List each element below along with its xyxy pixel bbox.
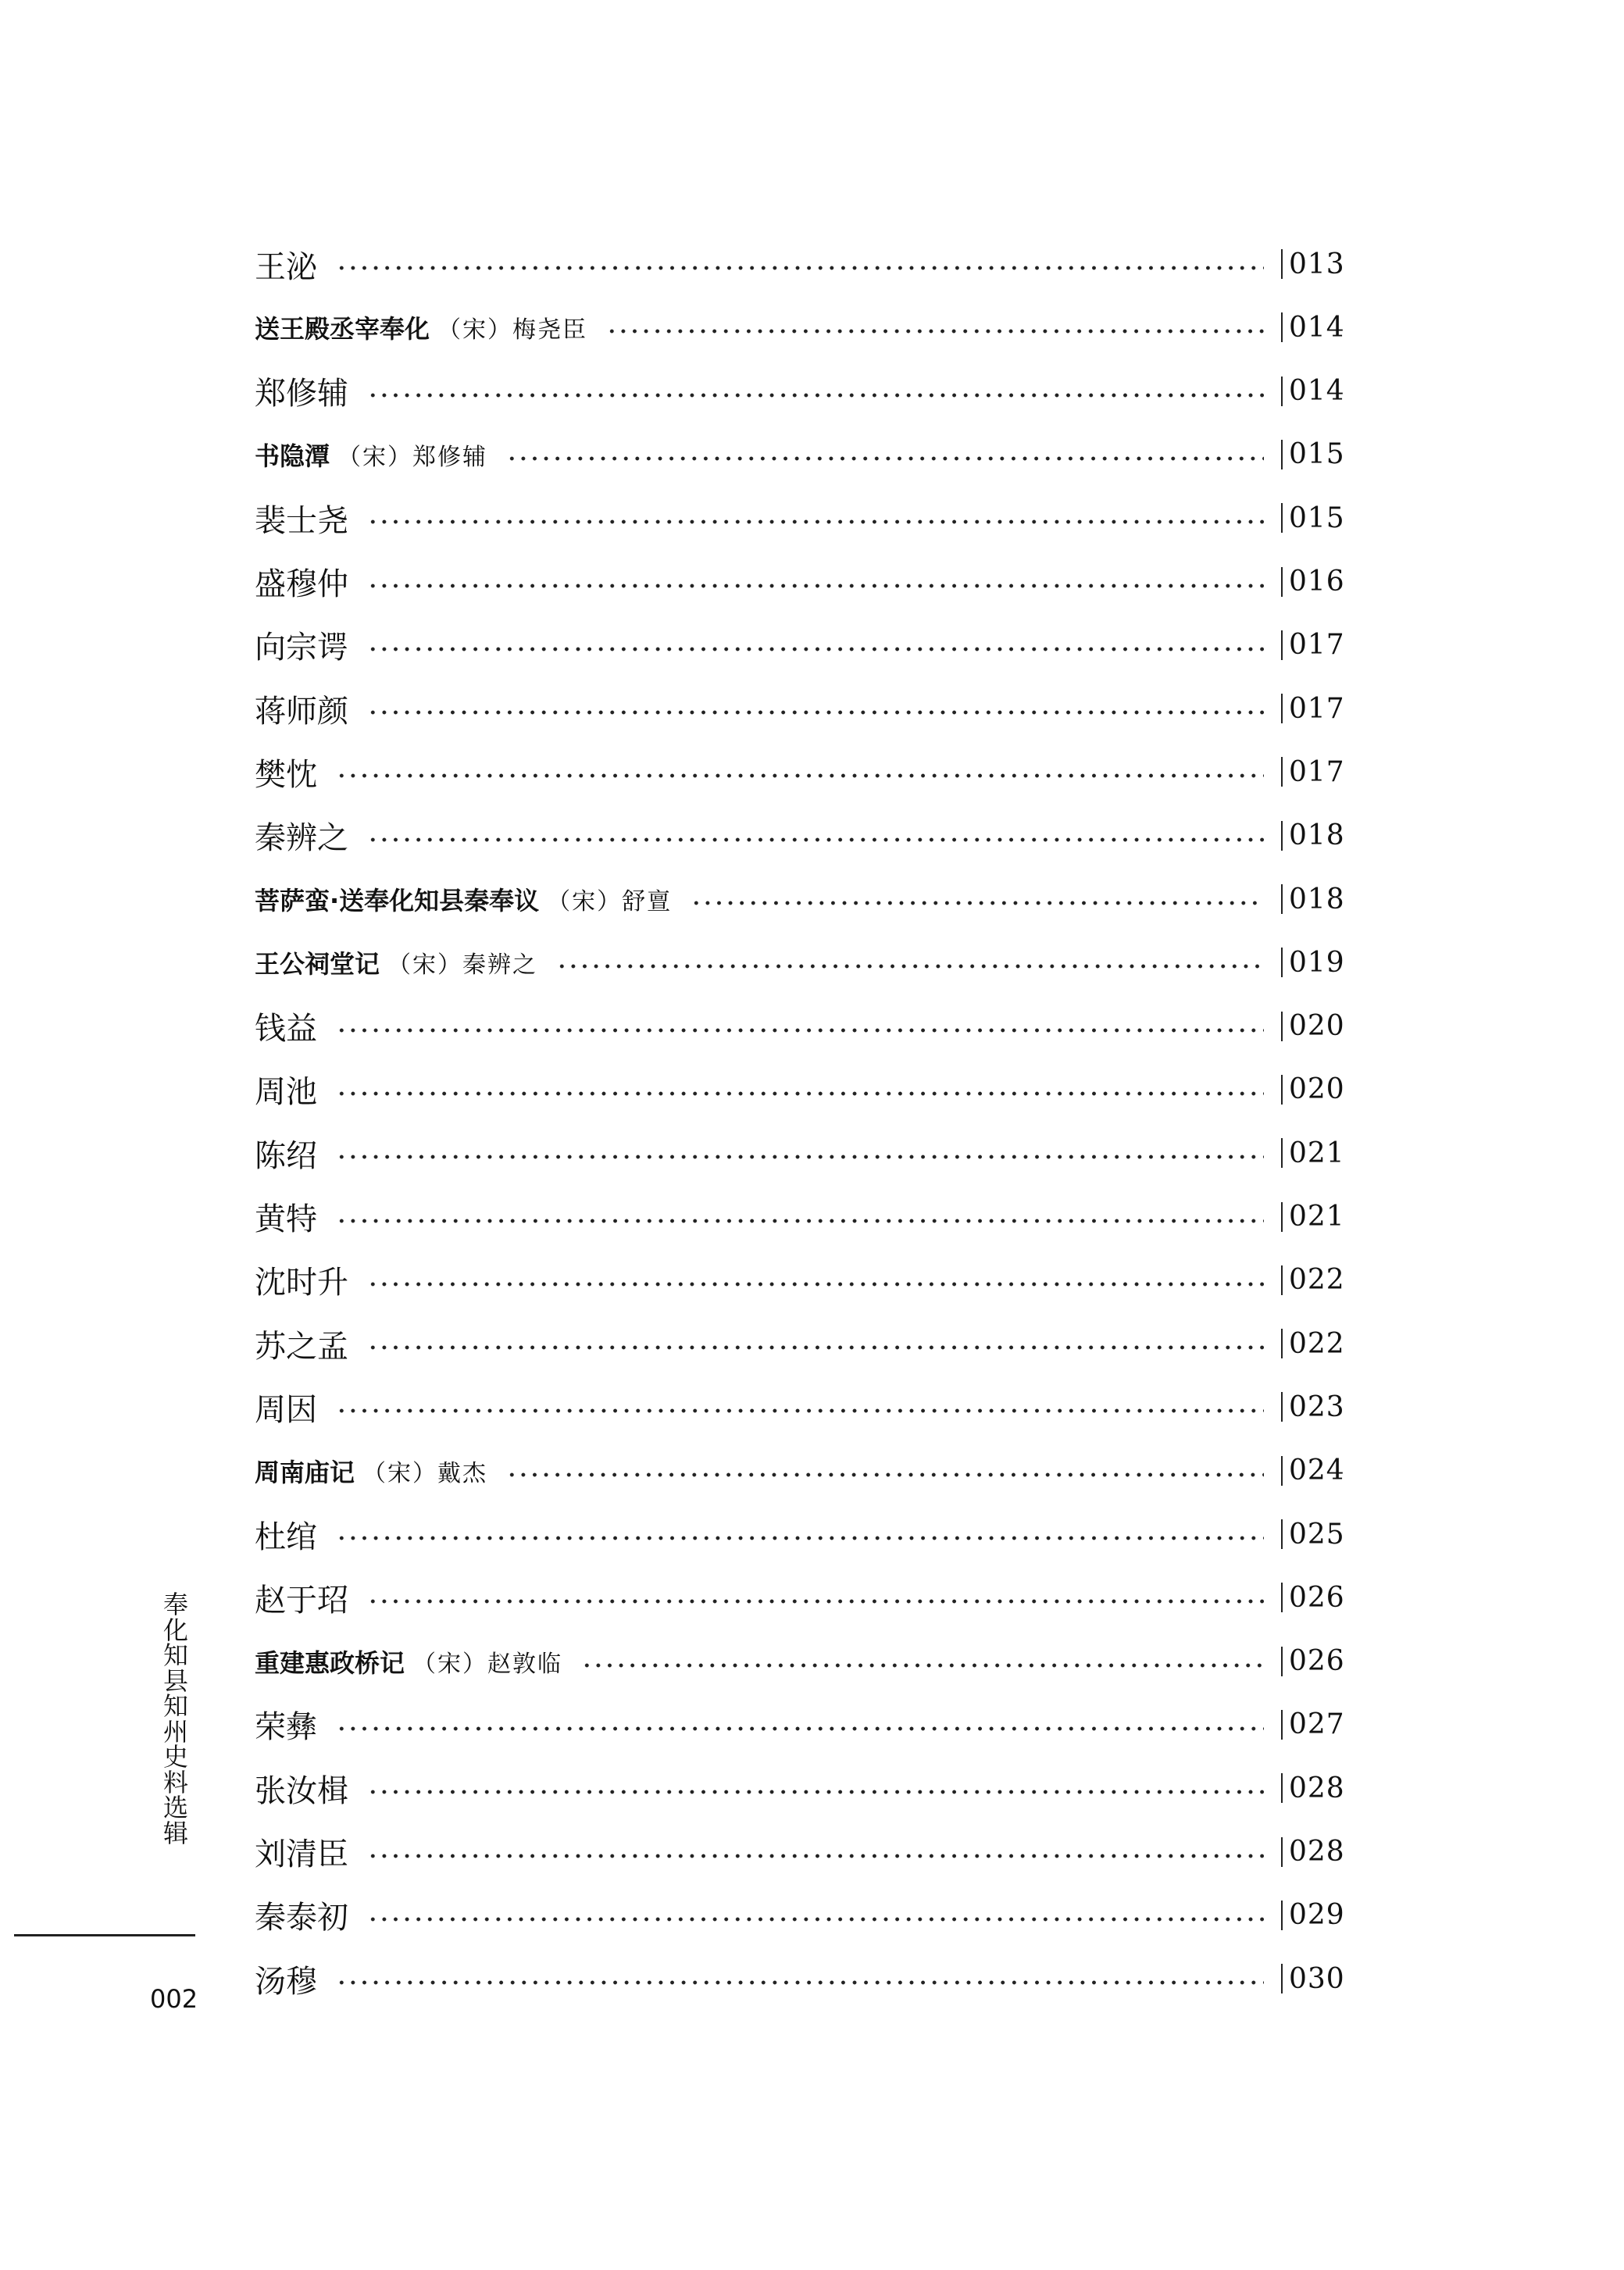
book-title-char: 史 <box>162 1742 188 1772</box>
page-separator-bar <box>1281 249 1283 279</box>
entry-person-name: 樊忱 <box>255 756 317 793</box>
book-title-char: 化 <box>162 1615 188 1645</box>
dot-leader <box>336 1725 1264 1733</box>
toc-entry[interactable] <box>255 1130 1348 1176</box>
page-separator-bar <box>1281 948 1283 977</box>
page-separator-bar <box>1281 377 1283 406</box>
toc-entry[interactable] <box>255 1320 1348 1367</box>
book-title-char: 知 <box>162 1691 188 1721</box>
toc-entry[interactable] <box>255 939 1348 986</box>
entry-page-number: 022 <box>1289 1327 1345 1360</box>
dot-leader <box>367 1915 1264 1923</box>
toc-entry[interactable] <box>255 1955 1348 2002</box>
dot-leader <box>367 582 1264 590</box>
entry-page-number: 018 <box>1289 819 1345 852</box>
page-separator-bar <box>1281 567 1283 597</box>
dot-leader <box>367 1344 1264 1351</box>
entry-page <box>1281 883 1348 915</box>
dot-leader <box>606 327 1264 335</box>
entry-person-name: 周因 <box>255 1391 317 1428</box>
entry-page <box>1281 629 1348 661</box>
entry-person-name: 杜绾 <box>255 1519 317 1555</box>
entry-work-author: （宋）赵敦临 <box>412 1650 563 1678</box>
entry-work <box>255 309 587 345</box>
page-separator-bar <box>1281 1392 1283 1422</box>
entry-person-name: 盛穆仲 <box>255 566 348 602</box>
entry-person-name: 荣彝 <box>255 1709 317 1746</box>
entry-page <box>1281 1836 1348 1868</box>
page-separator-bar <box>1281 1012 1283 1041</box>
entry-page <box>1281 566 1348 598</box>
entry-work-author: （宋）舒亶 <box>547 888 673 915</box>
entry-page <box>1281 1519 1348 1551</box>
toc-entry[interactable] <box>255 1511 1348 1558</box>
page-separator-bar <box>1281 884 1283 914</box>
book-title-char: 辑 <box>162 1818 188 1848</box>
dot-leader <box>336 1407 1264 1415</box>
page-separator-bar <box>1281 694 1283 723</box>
book-title-char: 料 <box>162 1767 188 1797</box>
dot-leader <box>506 1471 1264 1479</box>
entry-page-number: 015 <box>1289 438 1345 471</box>
entry-person-name: 钱益 <box>255 1011 317 1048</box>
page-separator-bar <box>1281 1710 1283 1740</box>
toc-entry[interactable] <box>255 1066 1348 1113</box>
dot-leader <box>336 1979 1264 1986</box>
entry-page <box>1281 756 1348 788</box>
entry-page <box>1281 819 1348 851</box>
toc-entry[interactable] <box>255 304 1348 351</box>
entry-person-name: 蒋师颜 <box>255 693 348 730</box>
running-book-title <box>160 1592 191 1846</box>
dot-leader <box>367 1280 1264 1288</box>
toc-entry[interactable] <box>255 1638 1348 1685</box>
entry-page-number: 017 <box>1289 692 1345 725</box>
dot-leader <box>367 645 1264 653</box>
entry-page-number: 021 <box>1289 1201 1345 1233</box>
entry-page <box>1281 1391 1348 1423</box>
toc-entry[interactable] <box>255 431 1348 478</box>
dot-leader <box>367 708 1264 716</box>
dot-leader <box>336 772 1264 780</box>
dot-leader <box>336 1153 1264 1161</box>
toc-entry[interactable] <box>255 1383 1348 1430</box>
page-separator-bar <box>1281 503 1283 533</box>
entry-page-number: 026 <box>1289 1581 1345 1614</box>
entry-page <box>1281 947 1348 979</box>
entry-page-number: 019 <box>1289 946 1345 979</box>
toc-entry[interactable] <box>255 1765 1348 1811</box>
toc-entry[interactable] <box>255 1574 1348 1621</box>
entry-person-name: 沈时升 <box>255 1265 348 1301</box>
entry-page <box>1281 1201 1348 1233</box>
toc-entry[interactable] <box>255 368 1348 415</box>
entry-person-name: 黄特 <box>255 1201 317 1237</box>
page-separator-bar <box>1281 1964 1283 1993</box>
entry-page <box>1281 1708 1348 1740</box>
page-separator-bar <box>1281 1583 1283 1612</box>
entry-page <box>1281 1010 1348 1042</box>
entry-page-number: 015 <box>1289 501 1345 534</box>
entry-page <box>1281 1454 1348 1487</box>
entry-page <box>1281 1899 1348 1931</box>
entry-work-author: （宋）郑修辅 <box>337 443 488 471</box>
toc-entry[interactable] <box>255 494 1348 541</box>
entry-page-number: 014 <box>1289 311 1345 344</box>
entry-page-number: 029 <box>1289 1899 1345 1932</box>
entry-person-name: 刘清臣 <box>255 1836 348 1872</box>
page-separator-bar <box>1281 312 1283 342</box>
entry-work-title: 书隐潭 <box>255 441 330 471</box>
toc-entry[interactable] <box>255 1701 1348 1748</box>
dot-leader <box>556 962 1264 970</box>
page-separator-bar <box>1281 1519 1283 1549</box>
dot-leader <box>336 1090 1264 1098</box>
toc-entry[interactable] <box>255 559 1348 605</box>
entry-page <box>1281 1963 1348 1995</box>
page-separator-bar <box>1281 1138 1283 1168</box>
page-separator-bar <box>1281 757 1283 787</box>
dot-leader <box>367 1597 1264 1605</box>
entry-page-number: 022 <box>1289 1264 1345 1297</box>
entry-work <box>255 437 487 473</box>
page-separator-bar <box>1281 1773 1283 1803</box>
toc-entry[interactable] <box>255 1892 1348 1939</box>
footer-rule <box>14 1934 195 1936</box>
entry-page <box>1281 248 1348 280</box>
page-separator-bar <box>1281 1329 1283 1358</box>
book-title-char: 奉 <box>162 1590 188 1619</box>
entry-person-name: 赵于玿 <box>255 1582 348 1619</box>
entry-work-author: （宋）梅尧臣 <box>437 316 588 344</box>
entry-person-name: 张汝楫 <box>255 1772 348 1809</box>
entry-page-number: 020 <box>1289 1010 1345 1043</box>
entry-person-name: 裴士尧 <box>255 502 348 539</box>
page-separator-bar <box>1281 630 1283 660</box>
entry-person-name: 王泌 <box>255 248 317 285</box>
entry-page <box>1281 502 1348 534</box>
page-separator-bar <box>1281 1202 1283 1232</box>
page-number: 002 <box>150 1984 198 2014</box>
toc-entry[interactable] <box>255 1194 1348 1240</box>
entry-page <box>1281 438 1348 470</box>
entry-person-name: 汤穆 <box>255 1963 317 2000</box>
entry-page-number: 027 <box>1289 1708 1345 1741</box>
entry-page-number: 025 <box>1289 1518 1345 1551</box>
entry-page-number: 028 <box>1289 1772 1345 1804</box>
entry-work <box>255 881 672 917</box>
entry-page-number: 014 <box>1289 375 1345 408</box>
page-separator-bar <box>1281 1075 1283 1105</box>
entry-person-name: 苏之孟 <box>255 1328 348 1365</box>
dot-leader <box>336 1217 1264 1225</box>
dot-leader <box>336 1534 1264 1542</box>
entry-page <box>1281 1772 1348 1804</box>
entry-page-number: 023 <box>1289 1390 1345 1423</box>
entry-page-number: 021 <box>1289 1137 1345 1169</box>
toc-entry[interactable] <box>255 812 1348 859</box>
toc-entry[interactable] <box>255 622 1348 669</box>
page-separator-bar <box>1281 1837 1283 1867</box>
entry-person-name: 秦辨之 <box>255 820 348 857</box>
page-separator-bar <box>1281 440 1283 469</box>
entry-work-title: 王公祠堂记 <box>255 949 380 980</box>
toc-entry[interactable] <box>255 685 1348 732</box>
entry-page-number: 026 <box>1289 1645 1345 1678</box>
dot-leader <box>581 1661 1264 1669</box>
dot-leader <box>691 899 1264 907</box>
entry-work <box>255 1644 562 1679</box>
dot-leader <box>367 391 1264 399</box>
book-title-char: 知 <box>162 1640 188 1670</box>
page-separator-bar <box>1281 1456 1283 1486</box>
entry-page-number: 017 <box>1289 629 1345 662</box>
dot-leader <box>336 1026 1264 1034</box>
entry-person-name: 郑修辅 <box>255 376 348 412</box>
entry-page-number: 016 <box>1289 566 1345 598</box>
entry-page <box>1281 375 1348 407</box>
entry-page-number: 024 <box>1289 1454 1345 1487</box>
page-separator-bar <box>1281 821 1283 851</box>
entry-work-title: 重建惠政桥记 <box>255 1647 405 1678</box>
toc-entry[interactable] <box>255 1003 1348 1050</box>
entry-page <box>1281 1328 1348 1360</box>
entry-work-title: 周南庙记 <box>255 1457 355 1487</box>
toc-entry[interactable] <box>255 876 1348 923</box>
dot-leader <box>506 455 1264 462</box>
dot-leader <box>336 264 1264 272</box>
entry-page-number: 028 <box>1289 1836 1345 1868</box>
book-title-char: 州 <box>162 1716 188 1747</box>
entry-person-name: 陈绍 <box>255 1137 317 1174</box>
page-separator-bar <box>1281 1647 1283 1676</box>
entry-work-title: 菩萨蛮·送奉化知县秦奉议 <box>255 886 540 915</box>
toc-entry[interactable] <box>255 1257 1348 1304</box>
toc-entry[interactable] <box>255 1447 1348 1494</box>
entry-page <box>1281 1073 1348 1105</box>
entry-page-number: 030 <box>1289 1962 1345 1995</box>
entry-work-author: （宋）戴杰 <box>362 1459 488 1487</box>
entry-page-number: 020 <box>1289 1073 1345 1106</box>
dot-leader <box>367 1852 1264 1860</box>
dot-leader <box>367 518 1264 526</box>
toc-entry[interactable] <box>255 748 1348 795</box>
entry-person-name: 周池 <box>255 1074 317 1111</box>
book-title-char: 县 <box>162 1665 188 1696</box>
entry-page-number: 013 <box>1289 248 1345 280</box>
entry-page <box>1281 693 1348 725</box>
entry-page-number: 017 <box>1289 755 1345 788</box>
book-title-char: 选 <box>162 1793 188 1822</box>
page-separator-bar <box>1281 1901 1283 1930</box>
entry-work <box>255 1453 487 1489</box>
toc-entry[interactable] <box>255 1829 1348 1876</box>
dot-leader <box>367 836 1264 844</box>
entry-page <box>1281 1645 1348 1677</box>
entry-person-name: 秦泰初 <box>255 1900 348 1936</box>
dot-leader <box>367 1788 1264 1796</box>
entry-page <box>1281 312 1348 344</box>
entry-person-name: 向宗谔 <box>255 630 348 666</box>
entry-page-number: 018 <box>1289 883 1345 915</box>
entry-page <box>1281 1264 1348 1296</box>
entry-page <box>1281 1137 1348 1169</box>
entry-work <box>255 944 537 980</box>
page-separator-bar <box>1281 1265 1283 1295</box>
toc-entry[interactable] <box>255 241 1348 287</box>
entry-page <box>1281 1582 1348 1614</box>
entry-work-title: 送王殿丞宰奉化 <box>255 314 430 344</box>
entry-work-author: （宋）秦辨之 <box>387 951 538 980</box>
